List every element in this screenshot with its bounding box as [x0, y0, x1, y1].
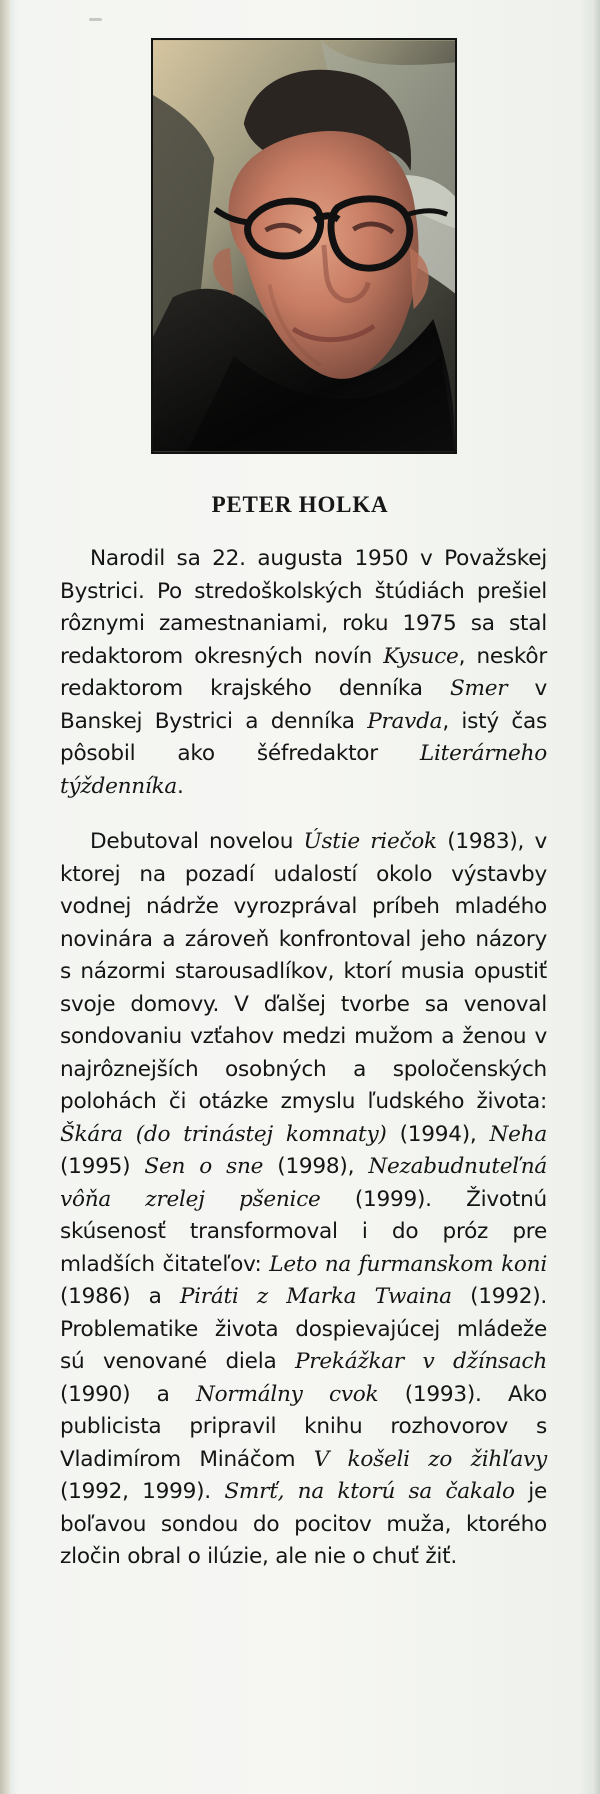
- bio-text-span: (1983), v ktorej na pozadí udalostí okolo výstavby vodnej nádrže vyrozprával príbeh mladého novinára a zároveň konfrontoval jeho názory s názormi starousadlíkov, ktorí musia opustiť svoje domovy. V ďalšej tvorbe sa venoval sondovaniu vzťahov medzi mužom a ženou v najrôznejších osobných a spoločenských polohách či otázke zmyslu ľudského života:: [60, 829, 547, 1114]
- bio-text-span: , neskôr redaktorom krajského denníka: [60, 643, 547, 701]
- bio-text-span: (1999). Životnú skúsenosť transformoval i do próz pre mladších čitateľov:: [60, 1186, 547, 1277]
- bio-text-span: (1994),: [386, 1121, 490, 1147]
- bio-text-span: (1998),: [263, 1154, 369, 1179]
- bio-text-span: (1990) a: [60, 1381, 197, 1407]
- bio-text-span: (1993). Ako publicista pripravil knihu rozhovorov s Vladimírom Mináčom: [60, 1381, 548, 1472]
- book-title: Piráti z Marka Twaina: [179, 1284, 452, 1309]
- book-title: Sen o sne: [144, 1154, 264, 1179]
- author-biography: [60, 543, 547, 1574]
- publication-title: Smer: [449, 676, 508, 701]
- publication-title: Pravda: [367, 708, 443, 734]
- bio-text-span: (1992, 1999).: [60, 1479, 225, 1504]
- book-title: V košeli zo žihľavy: [313, 1446, 547, 1472]
- bio-text-span: , istý čas pôsobil ako šéfredaktor: [60, 708, 547, 766]
- bio-text-span: v Banskej Bystrici a denníka: [60, 676, 547, 734]
- book-title: Leto na furmanskom koni: [269, 1251, 547, 1277]
- bio-paragraph-1: [60, 543, 547, 803]
- bio-text-span: (1995): [60, 1154, 145, 1179]
- bio-text-span: Narodil sa 22. augusta 1950 v Považskej Bystrici. Po stredoškolských štúdiách prešiel rôznymi zamestnaniami, roku 1975 sa stal redaktorom okresných novín: [60, 546, 547, 669]
- bio-text-span: (1992). Problematike života dospievajúcej mládeže sú venované diela: [60, 1284, 547, 1374]
- book-title: Normálny cvok: [196, 1381, 379, 1407]
- book-title: Neha: [489, 1121, 547, 1147]
- book-title: Škára (do trinástej komnaty): [60, 1121, 387, 1147]
- author-portrait: [151, 38, 457, 454]
- book-title: Smrť, na ktorú sa čakalo: [224, 1479, 515, 1504]
- bio-paragraph-2: [60, 826, 547, 1574]
- book-title: Nezabudnuteľná vôňa zrelej pšenice: [60, 1154, 547, 1212]
- book-title: Ústie riečok: [303, 829, 437, 854]
- publication-title: Kysuce: [383, 643, 459, 669]
- bio-text-span: je boľavou sondou do pocitov muža, ktorého zločin obral o ilúzie, ale nie o chuť žiť.: [60, 1479, 547, 1569]
- bio-text-span: .: [177, 773, 184, 799]
- publication-title: Literárneho týždenníka: [60, 741, 547, 799]
- author-portrait-photo-icon: [153, 40, 455, 452]
- printed-mark: [89, 18, 102, 21]
- bio-text-span: Debutoval novelou: [90, 829, 304, 854]
- book-title: Prekážkar v džínsach: [294, 1349, 547, 1374]
- bio-text-span: (1986) a: [60, 1284, 180, 1309]
- author-name: PETER HOLKA: [211, 492, 389, 517]
